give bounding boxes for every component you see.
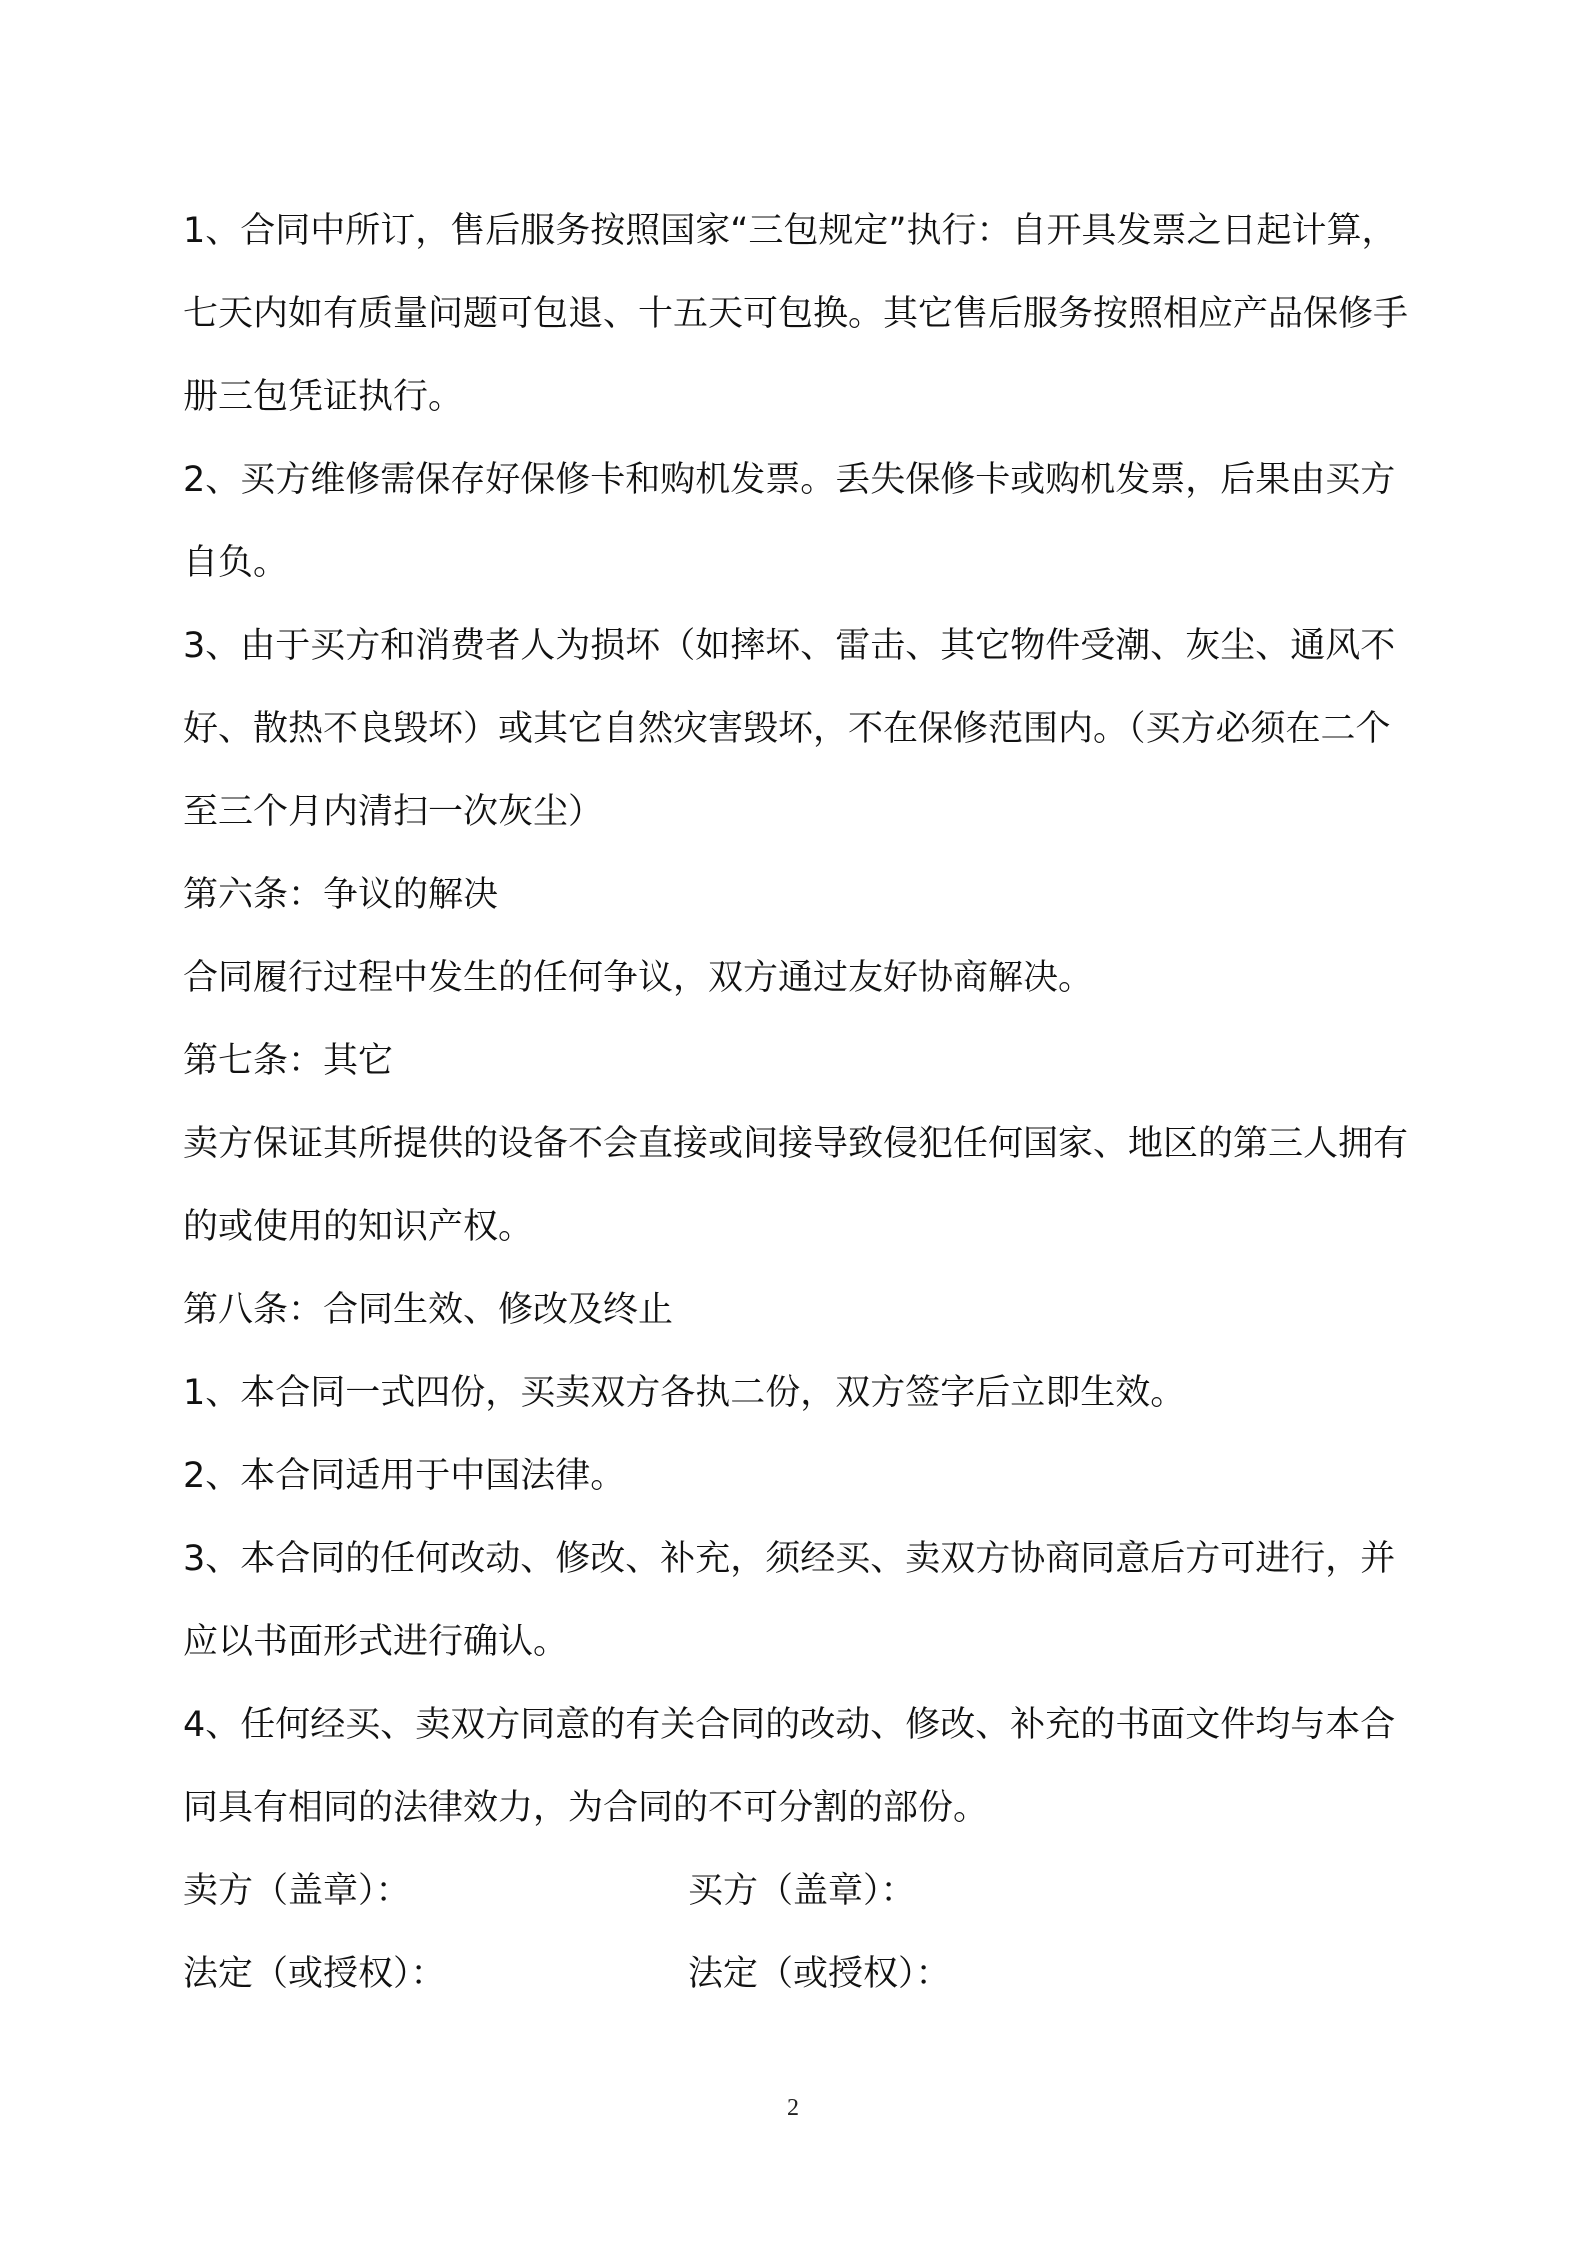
document-body (183, 190, 1423, 2016)
clause-copies: 1、本合同一式四份，买卖双方各执二份，双方签字后立即生效。 (183, 1373, 1186, 1413)
article-eight-heading: 第八条：合同生效、修改及终止 (183, 1290, 674, 1330)
seller-seal-label: 卖方（盖章）： (183, 1871, 411, 1911)
seller-representative-label: 法定（或授权）： (183, 1954, 446, 1994)
clause-warranty-card: 2、买方维修需保存好保修卡和购机发票。丢失保修卡或购机发票，后果由买方自负。 (183, 460, 1396, 583)
clause-amendment-validity: 4、任何经买、卖双方同意的有关合同的改动、修改、补充的书面文件均与本合同具有相同的法律效力，为合同的不可分割的部份。 (183, 1705, 1396, 1828)
clause-governing-law: 2、本合同适用于中国法律。 (183, 1456, 626, 1496)
article-six-heading: 第六条：争议的解决 (183, 875, 499, 915)
article-seven-heading: 第七条：其它 (183, 1041, 394, 1081)
clause-warranty-exclusions: 3、由于买方和消费者人为损坏（如摔坏、雷击、其它物件受潮、灰尘、通风不好、散热不良毁坏）或其它自然灾害毁坏，不在保修范围内。（买方必须在二个至三个月内清扫一次灰尘） (183, 626, 1396, 832)
page-number: 2 (787, 2095, 799, 2121)
clause-dispute-resolution: 合同履行过程中发生的任何争议，双方通过友好协商解决。 (183, 958, 1094, 998)
buyer-representative-label: 法定（或授权）： (688, 1954, 951, 1994)
buyer-seal-label: 买方（盖章）： (688, 1871, 916, 1911)
clause-intellectual-property: 卖方保证其所提供的设备不会直接或间接导致侵犯任何国家、地区的第三人拥有的或使用的知识产权。 (183, 1124, 1409, 1247)
signature-row-seal (183, 1850, 1423, 1933)
clause-amendments: 3、本合同的任何改动、修改、补充，须经买、卖双方协商同意后方可进行，并应以书面形式进行确认。 (183, 1539, 1396, 1662)
clause-warranty-policy: 1、合同中所订，售后服务按照国家“三包规定”执行：自开具发票之日起计算，七天内如有质量问题可包退、十五天可包换。其它售后服务按照相应产品保修手册三包凭证执行。 (183, 211, 1409, 417)
signature-row-representative (183, 1933, 1423, 2016)
